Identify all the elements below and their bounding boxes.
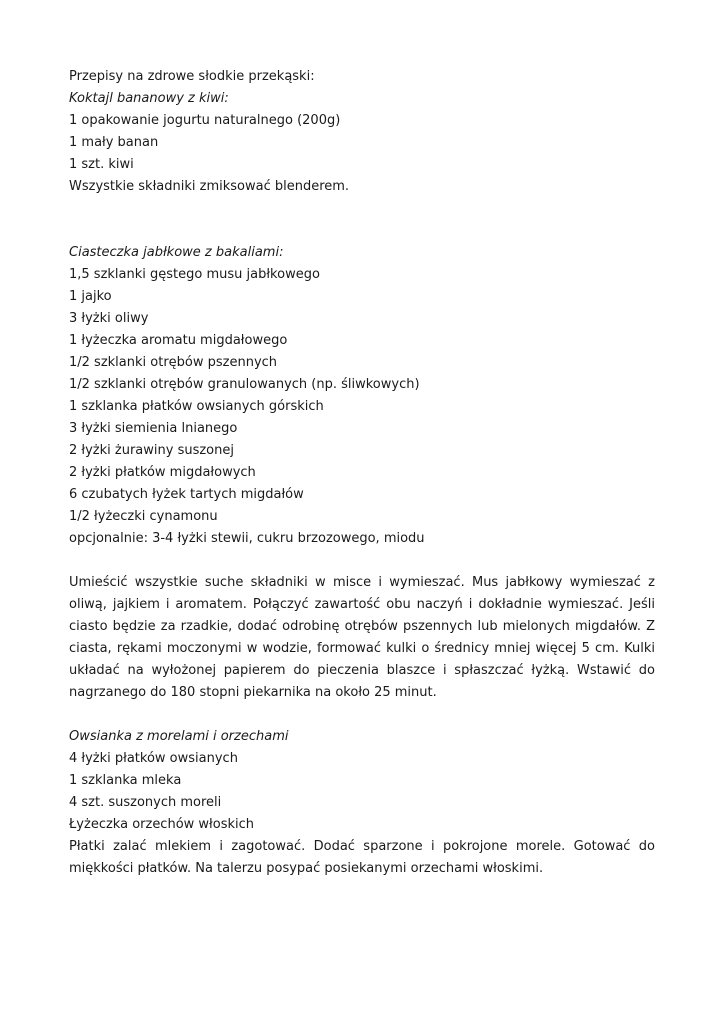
recipe-3-ingredient: 4 szt. suszonych moreli [69, 795, 222, 810]
recipe-2-ingredient: 1,5 szklanki gęstego musu jabłkowego [69, 267, 320, 282]
spacer [69, 704, 655, 726]
recipe-1-ingredient: 1 mały banan [69, 135, 159, 150]
spacer [69, 198, 655, 242]
recipe-2-ingredient: opcjonalnie: 3-4 łyżki stewii, cukru brzozowego, miodu [69, 531, 425, 546]
document-page [69, 66, 655, 880]
recipe-2-ingredient: 2 łyżki żurawiny suszonej [69, 443, 234, 458]
recipe-3-ingredient: 4 łyżki płatków owsianych [69, 751, 238, 766]
spacer [69, 550, 655, 572]
recipe-2-ingredient: 1 łyżeczka aromatu migdałowego [69, 333, 288, 348]
recipe-1-ingredient: 1 szt. kiwi [69, 157, 134, 172]
recipe-3-instructions: Płatki zalać mlekiem i zagotować. Dodać sparzone i pokrojone morele. Gotować do miękkości płatków. Na talerzu posypać posiekanymi orzechami włoskimi. [69, 839, 655, 876]
recipe-1-instructions: Wszystkie składniki zmiksować blenderem. [69, 179, 350, 194]
recipe-3-ingredient: 1 szklanka mleka [69, 773, 182, 788]
recipe-2-ingredient: 3 łyżki siemienia lnianego [69, 421, 238, 436]
recipe-2-instructions: Umieścić wszystkie suche składniki w misce i wymieszać. Mus jabłkowy wymieszać z oliwą, jajkiem i aromatem. Połączyć zawartość obu naczyń i dokładnie wymieszać. Jeśli ciasto będzie za rzadkie, dodać odrobinę otrębów pszennych lub mielonych migdałów. Z ciasta, rękami moczonymi w wodzie, formować kulki o średnicy mniej więcej 5 cm. Kulki układać na wyłożonej papierem do pieczenia blaszce i spłaszczać łyżką. Wstawić do nagrzanego do 180 stopni piekarnika na około 25 minut. [69, 575, 655, 700]
recipe-1-title: Koktajl bananowy z kiwi: [69, 91, 229, 106]
recipe-1-ingredient: 1 opakowanie jogurtu naturalnego (200g) [69, 113, 341, 128]
recipe-2-ingredient: 1/2 szklanki otrębów granulowanych (np. śliwkowych) [69, 377, 420, 392]
recipe-2-ingredient: 1/2 szklanki otrębów pszennych [69, 355, 278, 370]
recipe-2-ingredient: 1/2 łyżeczki cynamonu [69, 509, 218, 524]
recipe-2-ingredient: 3 łyżki oliwy [69, 311, 149, 326]
recipe-3-title: Owsianka z morelami i orzechami [69, 729, 289, 744]
recipe-2-ingredient: 1 jajko [69, 289, 112, 304]
recipe-3-ingredient: Łyżeczka orzechów włoskich [69, 817, 254, 832]
recipe-2-ingredient: 1 szklanka płatków owsianych górskich [69, 399, 324, 414]
recipe-2-ingredient: 6 czubatych łyżek tartych migdałów [69, 487, 304, 502]
recipe-2-title: Ciasteczka jabłkowe z bakaliami: [69, 245, 284, 260]
recipe-2-ingredient: 2 łyżki płatków migdałowych [69, 465, 256, 480]
document-intro: Przepisy na zdrowe słodkie przekąski: [69, 69, 315, 84]
